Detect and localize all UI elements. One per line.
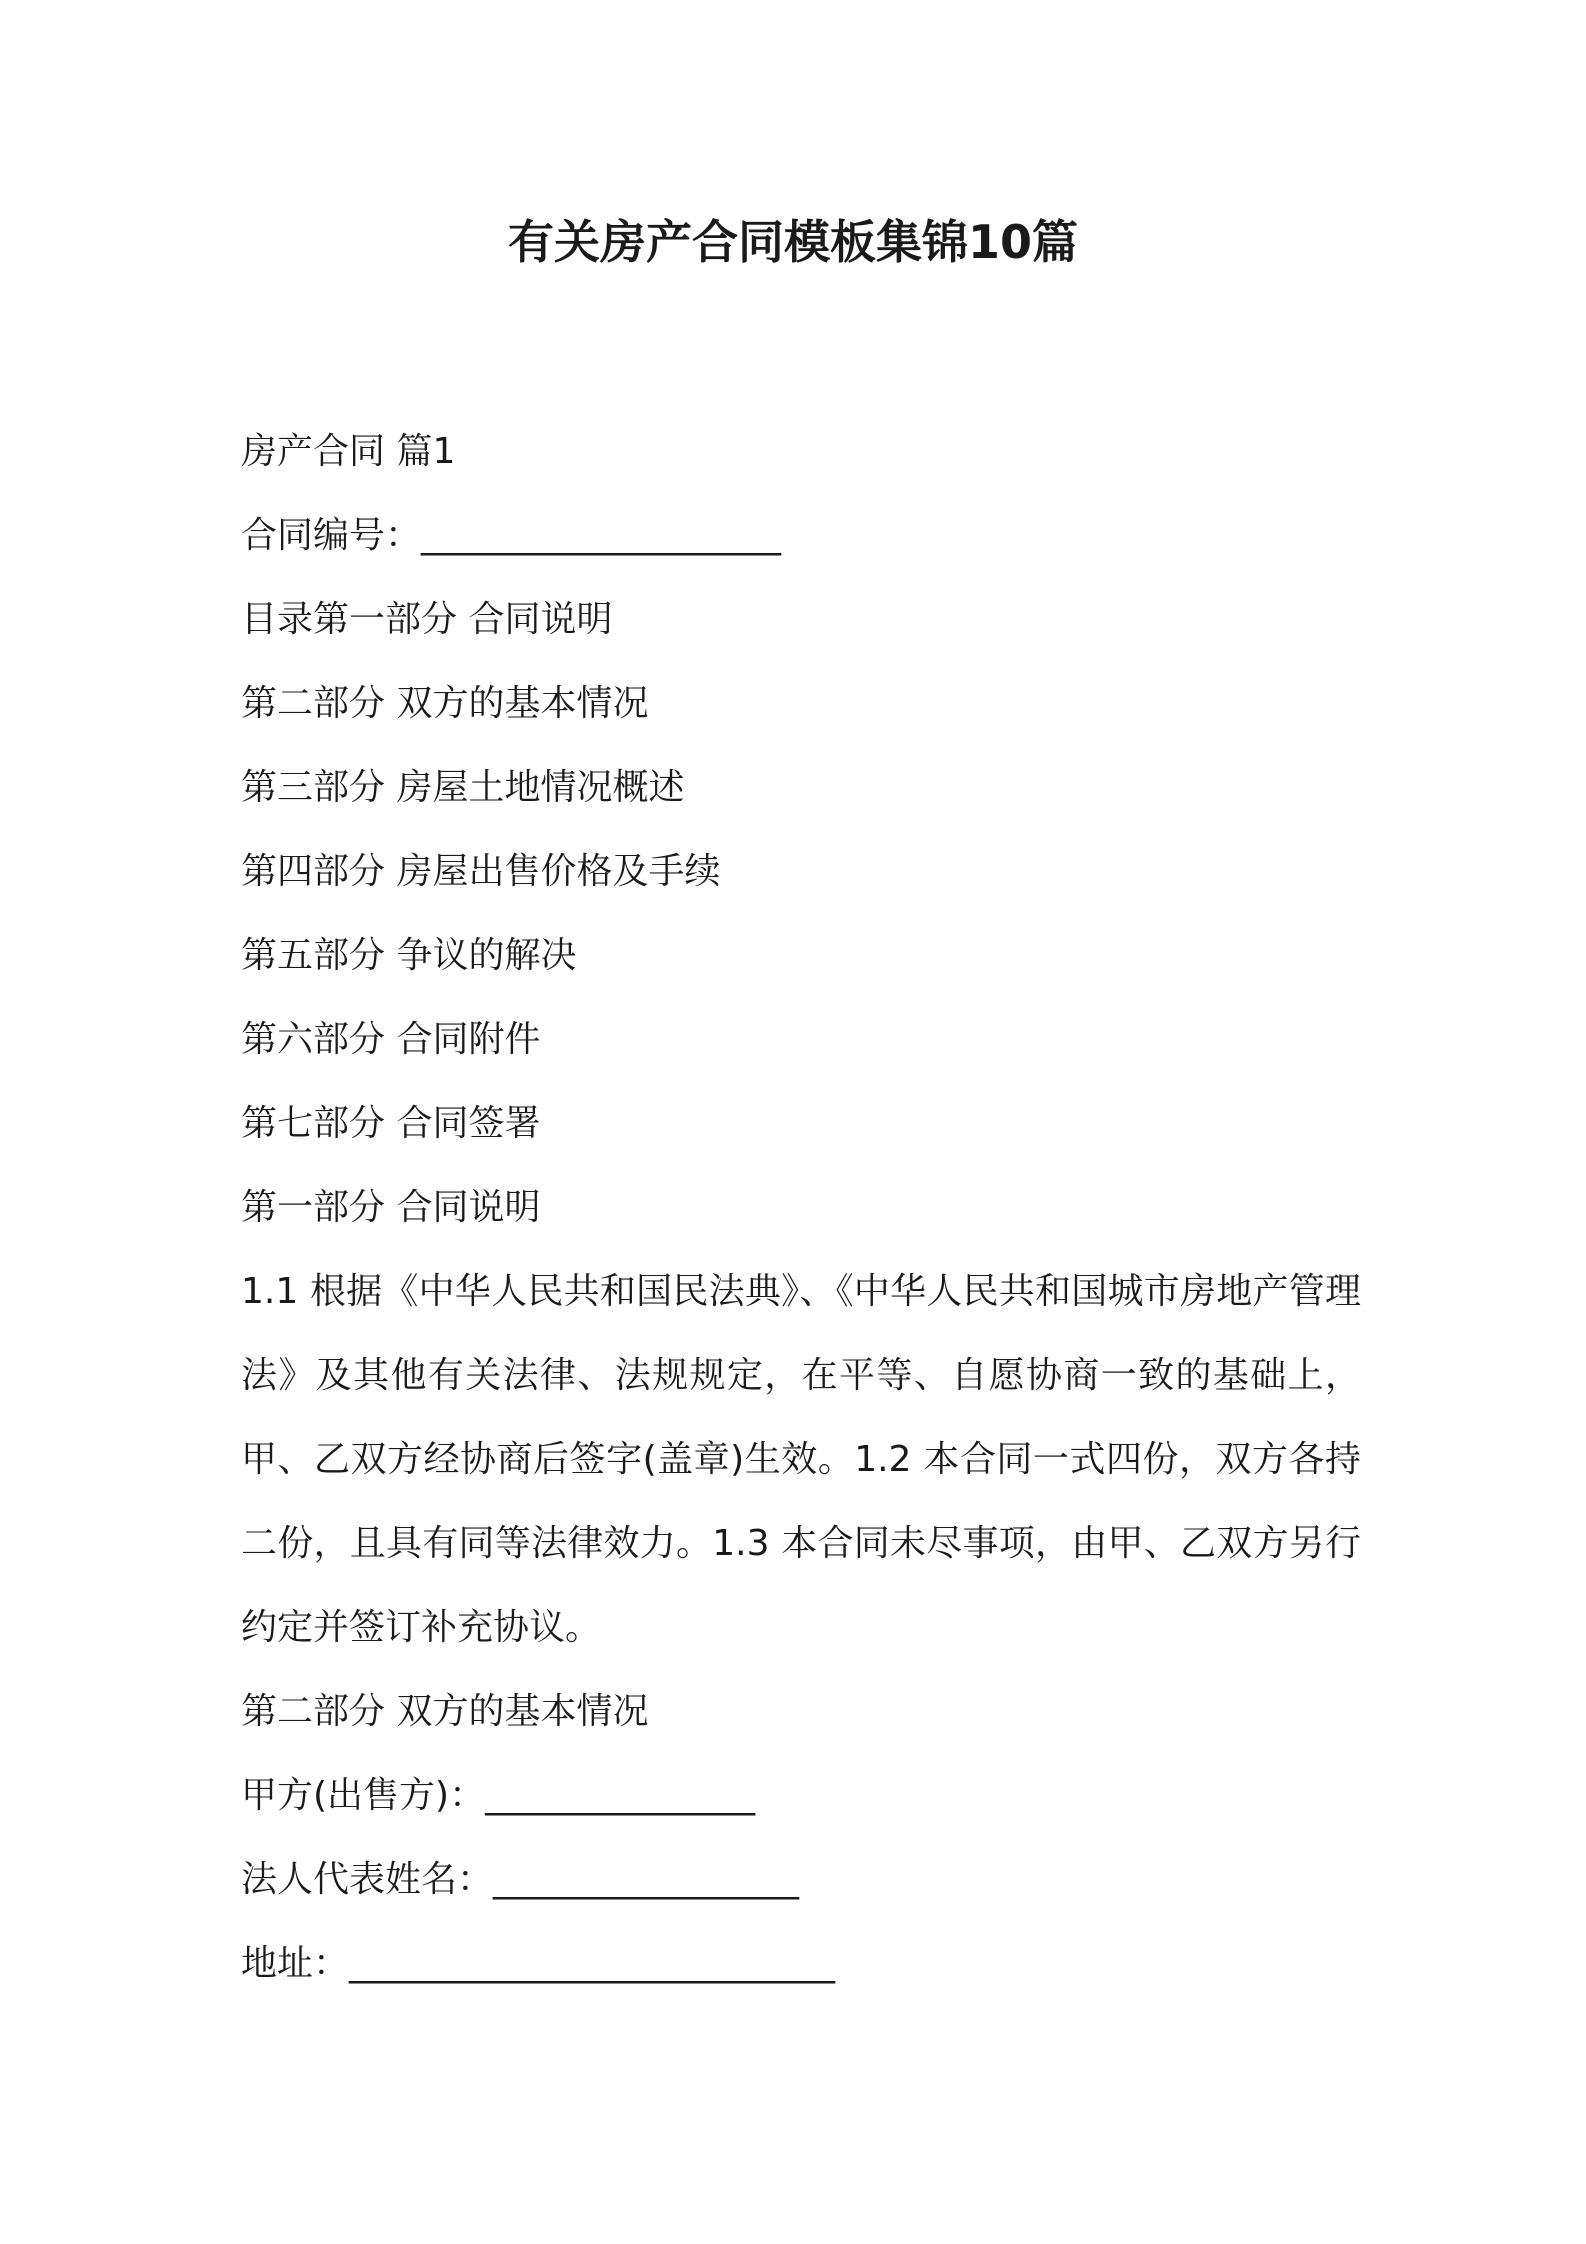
part-heading: 第二部分 双方的基本情况	[241, 1691, 649, 1732]
toc-item: 第四部分 房屋出售价格及手续	[241, 851, 721, 892]
toc-item: 第三部分 房屋土地情况概述	[241, 767, 685, 808]
contract-number-field: 合同编号：____________________	[241, 515, 782, 556]
toc-item: 第五部分 争议的解决	[241, 935, 577, 976]
seller-field: 甲方(出售方)：_______________	[241, 1775, 756, 1816]
toc-item: 第六部分 合同附件	[241, 1019, 541, 1060]
part-one-paragraph: 1.1 根据《中华人民共和国民法典》、《中华人民共和国城市房地产管理法》及其他有关法律、法规规定，在平等、自愿协商一致的基础上，甲、乙双方经协商后签字(盖章)生效。1.2 本合同一式四份，双方各持二份，且具有同等法律效力。1.3 本合同未尽事项，由甲、乙双方另行约定并签订补充协议。	[241, 1271, 1361, 1648]
toc-item: 第七部分 合同签署	[241, 1103, 541, 1144]
document-body	[241, 410, 1361, 2006]
toc-item: 目录第一部分 合同说明	[241, 599, 613, 640]
document-title: 有关房产合同模板集锦10篇	[507, 215, 1078, 269]
address-field: 地址：___________________________	[241, 1943, 836, 1984]
toc-item: 第二部分 双方的基本情况	[241, 683, 649, 724]
section-heading: 房产合同 篇1	[241, 431, 456, 472]
legal-rep-field: 法人代表姓名：_________________	[241, 1859, 800, 1900]
part-heading: 第一部分 合同说明	[241, 1187, 541, 1228]
